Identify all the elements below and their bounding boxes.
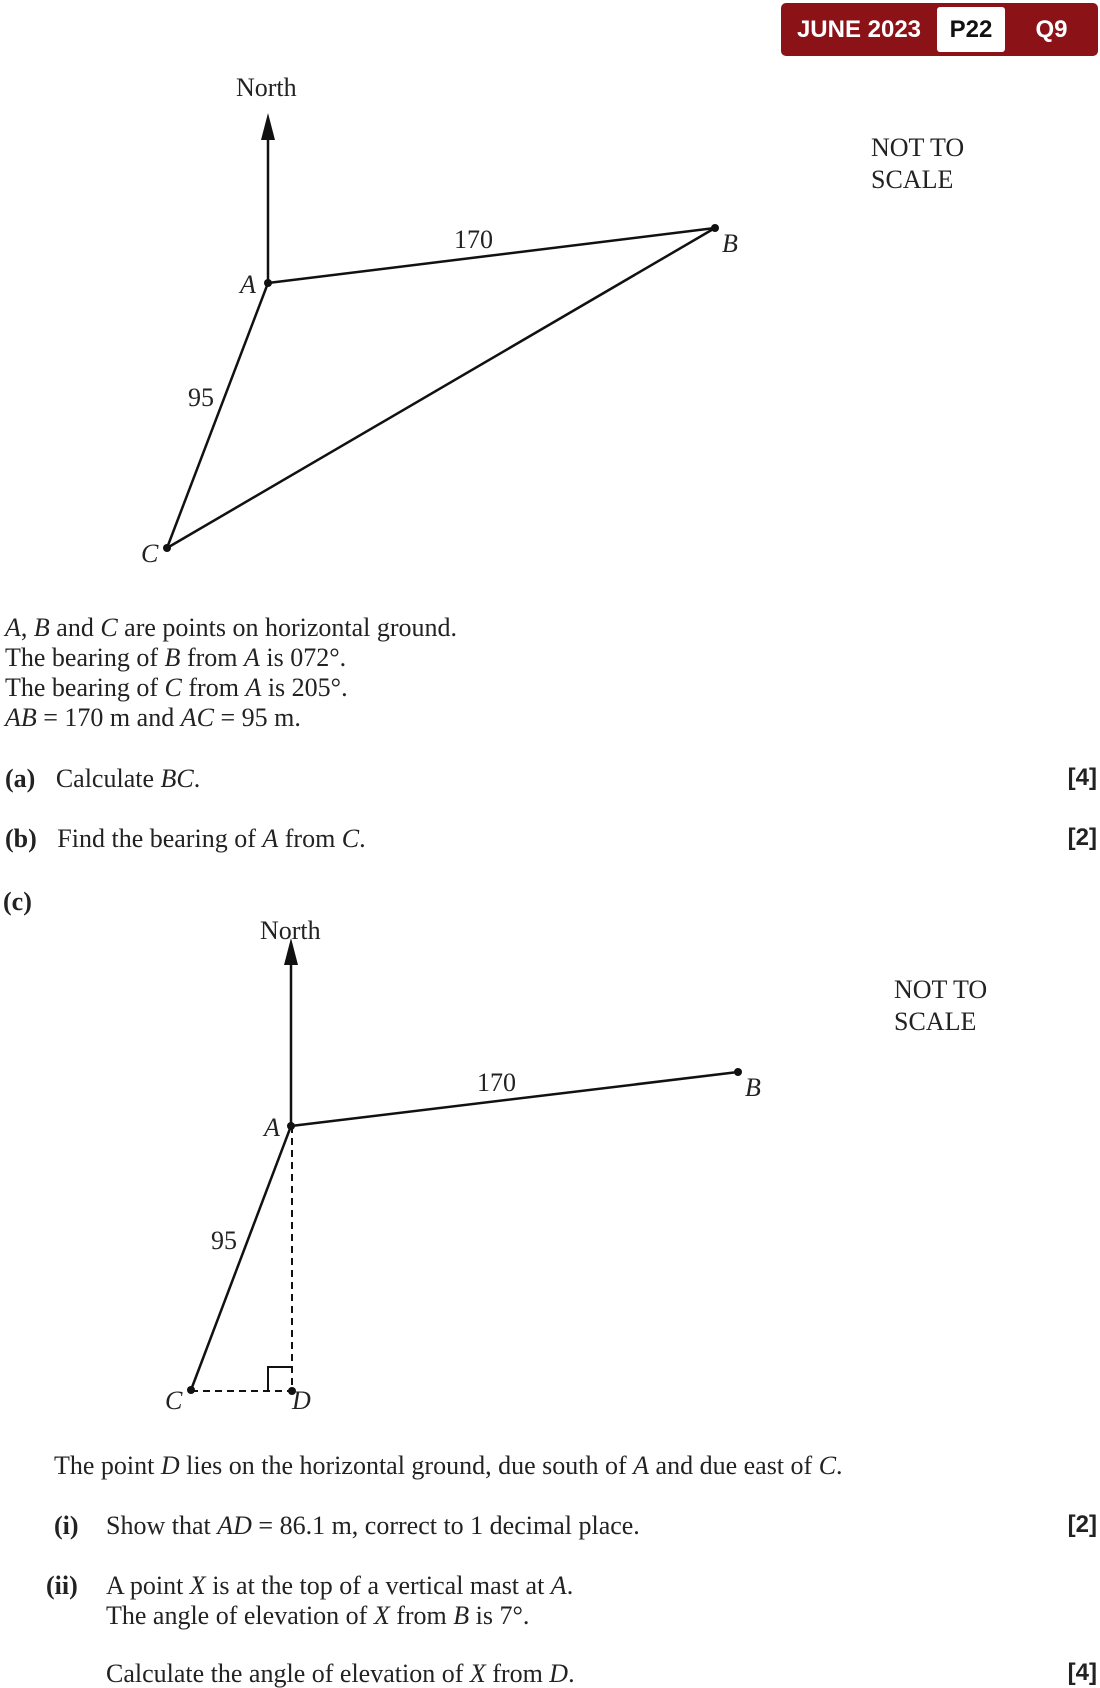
part-c-text: and due east of <box>649 1451 819 1480</box>
part-b-text: . <box>359 824 366 853</box>
part-cii-text: X <box>189 1571 206 1600</box>
part-a-text: BC <box>160 764 194 793</box>
part-b-marks: [2] <box>1067 824 1097 851</box>
right-angle-marker <box>268 1367 292 1391</box>
diagram-1-figure <box>0 0 1100 580</box>
part-b-label: (b) <box>5 824 37 853</box>
point-a-label: A <box>240 270 256 299</box>
intro-text: , <box>20 613 34 642</box>
part-c-text: The point <box>54 1451 161 1480</box>
part-cii-line-1 <box>46 1573 573 1599</box>
part-cii-line-3 <box>106 1661 575 1687</box>
intro-text: AB <box>5 703 37 732</box>
side-ac <box>191 1126 291 1390</box>
part-a-marks: [4] <box>1067 764 1097 791</box>
intro-text: is 205°. <box>261 673 348 702</box>
not-to-scale-line-2: SCALE <box>871 165 954 194</box>
point-c-dot <box>163 544 171 552</box>
diagram-with-point-d <box>0 900 1100 1420</box>
part-cii-text: . <box>566 1571 574 1600</box>
part-cii-text: D <box>549 1659 569 1688</box>
part-c-text: . <box>836 1451 843 1480</box>
part-cii-text: . <box>568 1659 575 1688</box>
intro-text: B <box>164 643 181 672</box>
not-to-scale-line-1: NOT TO <box>871 133 965 162</box>
not-to-scale-line-1: NOT TO <box>894 975 988 1004</box>
point-c-label: C <box>141 539 159 568</box>
intro-line-1 <box>5 615 457 641</box>
point-b-label: B <box>745 1073 761 1102</box>
length-ac-label: 95 <box>188 383 214 412</box>
part-a-label: (a) <box>5 764 36 793</box>
intro-text: = 95 m. <box>213 703 301 732</box>
not-to-scale-note <box>894 974 987 1038</box>
length-ab-label: 170 <box>454 225 493 254</box>
length-ac-label: 95 <box>211 1226 237 1255</box>
part-a-text: . <box>193 764 201 793</box>
north-arrow-head <box>261 113 275 140</box>
point-a-dot <box>264 279 272 287</box>
intro-text: A <box>243 643 260 672</box>
side-ac <box>167 283 268 548</box>
north-label: North <box>236 73 297 102</box>
paper-number-label: P22 <box>937 7 1005 52</box>
part-c-text: lies on the horizontal ground, due south of <box>179 1451 634 1480</box>
question-number-label: Q9 <box>1035 15 1068 43</box>
part-ci-text: Show that <box>106 1511 218 1540</box>
part-ci-question <box>54 1513 640 1539</box>
part-a-question <box>5 766 200 792</box>
part-cii-line-2 <box>106 1603 529 1629</box>
intro-text: B <box>33 613 50 642</box>
point-c-label: C <box>165 1386 183 1415</box>
part-ci-marks: [2] <box>1067 1511 1097 1538</box>
north-label: North <box>260 916 321 945</box>
intro-text: The bearing of <box>5 673 165 702</box>
length-ab-label: 170 <box>477 1068 516 1097</box>
part-cii-marks: [4] <box>1067 1659 1097 1686</box>
part-cii-text: is at the top of a vertical mast at <box>205 1571 551 1600</box>
part-b-text: A <box>262 824 279 853</box>
part-c-label: (c) <box>3 887 32 916</box>
part-cii-text: from <box>389 1601 454 1630</box>
intro-text: from <box>181 673 246 702</box>
part-cii-text: X <box>469 1659 486 1688</box>
exam-session-label: JUNE 2023 <box>796 15 922 43</box>
part-ci-text: = 86.1 m, correct to 1 decimal place. <box>251 1511 640 1540</box>
part-b-text: from <box>278 824 342 853</box>
part-c-text: C <box>818 1451 837 1480</box>
part-a-text: Calculate <box>55 764 161 793</box>
intro-text: C <box>164 673 182 702</box>
part-b-question <box>5 826 366 852</box>
part-c-text: A <box>633 1451 650 1480</box>
intro-text: AC <box>180 703 214 732</box>
part-c-text: D <box>160 1451 180 1480</box>
point-d-label: D <box>292 1386 311 1415</box>
intro-line-3 <box>5 675 348 701</box>
diagram-triangle-abc <box>0 0 1100 580</box>
part-cii-text: is 7°. <box>469 1601 530 1630</box>
intro-text: The bearing of <box>5 643 165 672</box>
intro-text: C <box>100 613 118 642</box>
intro-text: = 170 m and <box>36 703 181 732</box>
intro-text: from <box>180 643 244 672</box>
point-a-label: A <box>264 1113 280 1142</box>
point-b-label: B <box>722 229 738 258</box>
intro-text: A <box>5 613 21 642</box>
not-to-scale-line-2: SCALE <box>894 1007 977 1036</box>
point-c-dot <box>187 1386 195 1394</box>
part-b-text: C <box>341 824 360 853</box>
part-cii-text: B <box>453 1601 470 1630</box>
part-cii-text: from <box>485 1659 550 1688</box>
intro-text: is 072°. <box>259 643 347 672</box>
part-cii-text: A <box>550 1571 567 1600</box>
intro-line-2 <box>5 645 346 671</box>
part-cii-label: (ii) <box>46 1571 78 1600</box>
point-b-dot <box>734 1068 742 1076</box>
part-ci-label: (i) <box>54 1511 79 1540</box>
part-ci-text: AD <box>217 1511 252 1540</box>
part-b-text: Find the bearing of <box>57 824 263 853</box>
intro-text: and <box>49 613 101 642</box>
intro-line-4 <box>5 705 301 731</box>
part-cii-text: Calculate the angle of elevation of <box>106 1659 470 1688</box>
part-c-statement <box>54 1453 843 1479</box>
part-cii-text: A point <box>106 1571 190 1600</box>
point-a-dot <box>287 1122 295 1130</box>
intro-text: A <box>245 673 262 702</box>
intro-text: are points on horizontal ground. <box>117 613 458 642</box>
part-cii-text: The angle of elevation of <box>106 1601 374 1630</box>
point-b-dot <box>711 224 719 232</box>
not-to-scale-note <box>871 132 964 196</box>
part-cii-text: X <box>373 1601 390 1630</box>
